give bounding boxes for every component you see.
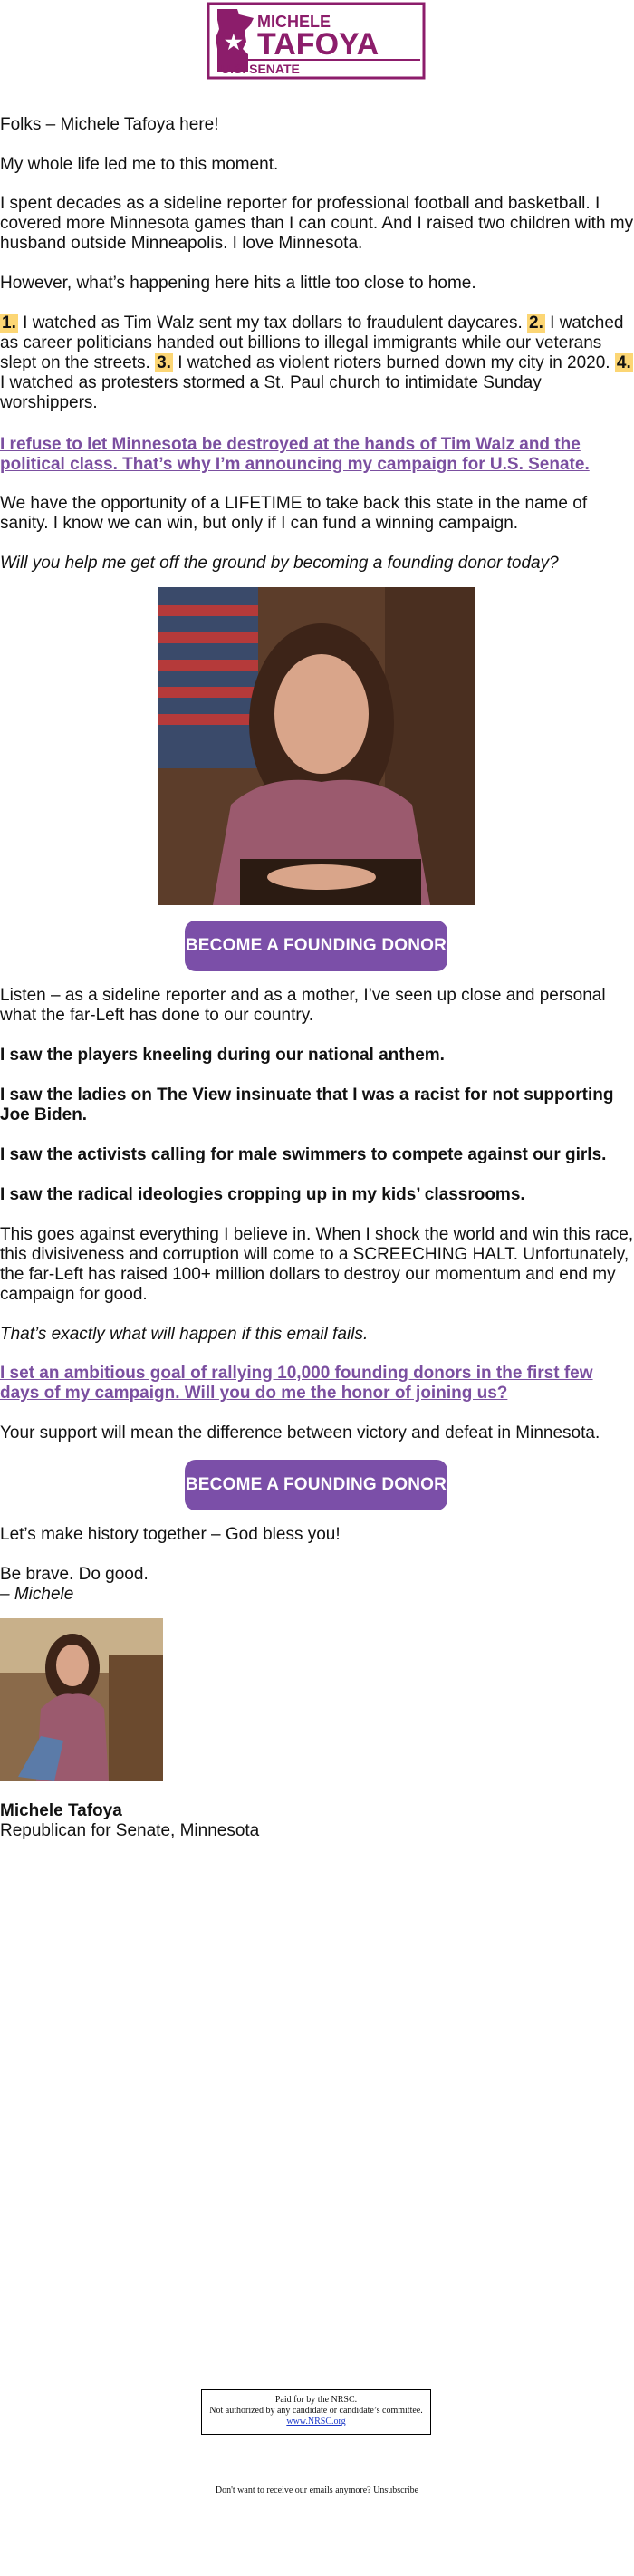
not-authorized-line: Not authorized by any candidate or candidate’s committee. bbox=[209, 2406, 423, 2416]
bold-statement: I saw the ladies on The View insinuate that I was a racist for not supporting Joe Biden. bbox=[0, 1085, 614, 1124]
founding-donor-button[interactable]: BECOME A FOUNDING DONOR bbox=[185, 1460, 447, 1510]
paragraph: Listen – as a sideline reporter and as a mother, I’ve seen up close and personal what the far-Left has done to our country. bbox=[0, 986, 606, 1025]
paragraph: That’s exactly what will happen if this email fails. bbox=[0, 1325, 369, 1344]
svg-text:★: ★ bbox=[225, 31, 243, 53]
signoff: – Michele bbox=[0, 1585, 74, 1604]
logo-line3: U.S. SENATE bbox=[221, 62, 300, 76]
greeting: Folks – Michele Tafoya here! bbox=[0, 115, 219, 134]
candidate-photo[interactable] bbox=[158, 587, 476, 905]
campaign-announcement-link[interactable]: I refuse to let Minnesota be destroyed at the hands of Tim Walz and the political class. That’s why I’m announcing my campaign for U.S. Senate. bbox=[0, 435, 590, 474]
logo-line1: MICHELE bbox=[257, 13, 331, 31]
disclaimer-box bbox=[201, 2389, 431, 2435]
founding-donor-button[interactable]: BECOME A FOUNDING DONOR bbox=[185, 921, 447, 971]
signature-title: Republican for Senate, Minnesota bbox=[0, 1821, 260, 1840]
unsubscribe-text[interactable]: Don't want to receive our emails anymore? Unsubscribe bbox=[215, 2485, 419, 2495]
list-number: 3. bbox=[157, 353, 171, 372]
paragraph: I spent decades as a sideline reporter for professional football and basketball. I covered more Minnesota games than I can count. And I raised two children with my husband outside Minneapolis. I love Minnesota. bbox=[0, 194, 634, 253]
list-number: 2. bbox=[529, 314, 543, 333]
paragraph: This goes against everything I believe in. When I shock the world and win this race, this divisiveness and corruption will come to a SCREECHING HALT. Unfortunately, the far-Left has raised 100+ million dollars to destroy our momentum and end my campaign for good. bbox=[0, 1225, 634, 1304]
paid-for-line: Paid for by the NRSC. bbox=[274, 2395, 358, 2405]
paragraph: Be brave. Do good. bbox=[0, 1565, 149, 1584]
bold-statement: I saw the activists calling for male swimmers to compete against our girls. bbox=[0, 1145, 607, 1164]
list-number: 4. bbox=[616, 353, 631, 372]
signature-photo bbox=[0, 1618, 163, 1781]
paragraph: Let’s make history together – God bless you! bbox=[0, 1525, 341, 1544]
logo-line2: TAFOYA bbox=[257, 27, 379, 62]
list-number: 1. bbox=[2, 314, 16, 333]
paragraph: However, what’s happening here hits a little too close to home. bbox=[0, 274, 476, 293]
bold-statement: I saw the players kneeling during our national anthem. bbox=[0, 1046, 445, 1065]
paragraph: We have the opportunity of a LIFETIME to take back this state in the name of sanity. I know we can win, but only if I can fund a winning campaign. bbox=[0, 494, 588, 533]
founding-donors-goal-link[interactable]: I set an ambitious goal of rallying 10,000 founding donors in the first few days of my campaign. Will you do me the honor of joining us? bbox=[0, 1364, 593, 1403]
campaign-logo bbox=[207, 2, 426, 80]
numbered-list-paragraph: 1. I watched as Tim Walz sent my tax dollars to fraudulent daycares. 2. I watched as career politicians handed out billions to illegal immigrants while our veterans slept on the streets. 3. I watched as violent rioters burned down my city in 2020. 4. I watched as protesters stormed a St. Paul church to intimidate Sunday worshippers. bbox=[0, 314, 631, 412]
paragraph: My whole life led me to this moment. bbox=[0, 155, 279, 174]
signature-name: Michele Tafoya bbox=[0, 1801, 122, 1820]
nrsc-link[interactable]: www.NRSC.org bbox=[286, 2417, 346, 2426]
bold-statement: I saw the radical ideologies cropping up in my kids’ classrooms. bbox=[0, 1185, 525, 1204]
paragraph: Your support will mean the difference between victory and defeat in Minnesota. bbox=[0, 1423, 600, 1442]
paragraph: Will you help me get off the ground by becoming a founding donor today? bbox=[0, 554, 559, 573]
